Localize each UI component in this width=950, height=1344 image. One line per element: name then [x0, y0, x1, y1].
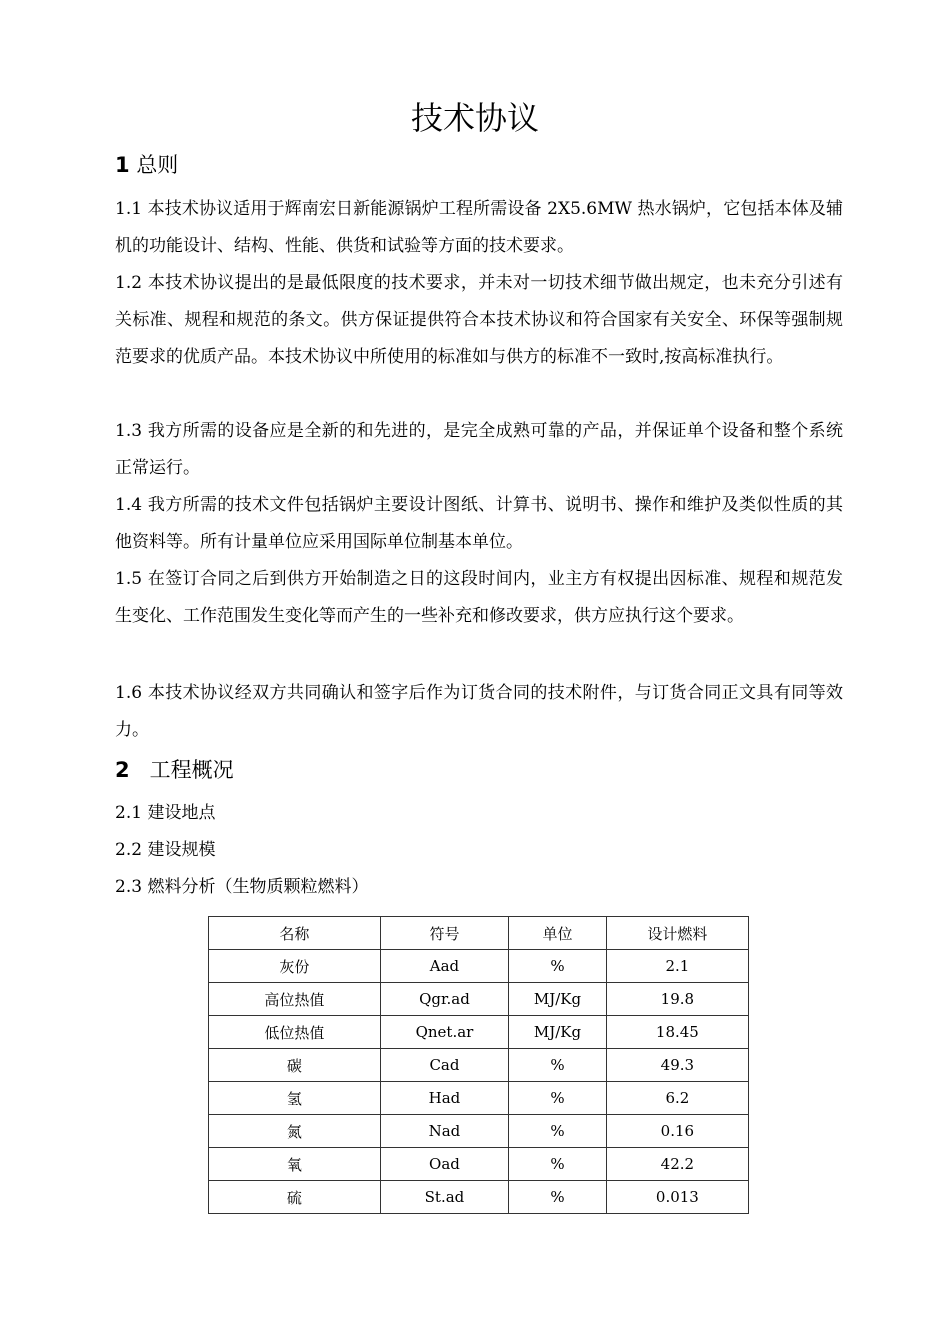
- table-cell: %: [509, 1115, 607, 1148]
- table-cell: %: [509, 1181, 607, 1214]
- table-cell: 碳: [209, 1049, 381, 1082]
- table-cell: 硫: [209, 1181, 381, 1214]
- table-cell: 低位热值: [209, 1016, 381, 1049]
- table-row: [209, 1016, 749, 1049]
- table-cell: 0.013: [606, 1181, 748, 1214]
- table-cell: Qnet.ar: [380, 1016, 508, 1049]
- table-cell: 49.3: [606, 1049, 748, 1082]
- fuel-analysis-table: [208, 916, 749, 1214]
- table-cell: St.ad: [380, 1181, 508, 1214]
- table-row: [209, 950, 749, 983]
- section-2-heading: [115, 755, 234, 785]
- table-cell: %: [509, 1049, 607, 1082]
- table-cell: 2.1: [606, 950, 748, 983]
- table-row: [209, 983, 749, 1016]
- table-row: [209, 1181, 749, 1214]
- table-cell: Oad: [380, 1148, 508, 1181]
- header-cell-name: 名称: [209, 917, 381, 950]
- table-cell: Had: [380, 1082, 508, 1115]
- table-row: [209, 1148, 749, 1181]
- table-cell: Qgr.ad: [380, 983, 508, 1016]
- table-header-row: [209, 917, 749, 950]
- table-cell: 氮: [209, 1115, 381, 1148]
- header-cell-design-fuel: 设计燃料: [606, 917, 748, 950]
- table-cell: MJ/Kg: [509, 983, 607, 1016]
- table-row: [209, 1049, 749, 1082]
- header-cell-symbol: 符号: [380, 917, 508, 950]
- table-cell: Aad: [380, 950, 508, 983]
- table-cell: Cad: [380, 1049, 508, 1082]
- table-cell: 19.8: [606, 983, 748, 1016]
- table-row: [209, 1115, 749, 1148]
- item-2-3: 2.3 燃料分析（生物质颗粒燃料）: [115, 877, 369, 897]
- table-cell: 42.2: [606, 1148, 748, 1181]
- section-1-number: 1: [115, 153, 130, 177]
- table-cell: 0.16: [606, 1115, 748, 1148]
- table-cell: 6.2: [606, 1082, 748, 1115]
- table-cell: 18.45: [606, 1016, 748, 1049]
- paragraph-1-3: 1.3 我方所需的设备应是全新的和先进的，是完全成熟可靠的产品，并保证单个设备和整个系统正常运行。: [115, 421, 843, 478]
- section-2-number: 2: [115, 758, 130, 782]
- table-cell: %: [509, 950, 607, 983]
- table-cell: %: [509, 1082, 607, 1115]
- table-cell: Nad: [380, 1115, 508, 1148]
- table-cell: MJ/Kg: [509, 1016, 607, 1049]
- table-cell: 氧: [209, 1148, 381, 1181]
- section-1-heading: [115, 150, 178, 180]
- table-cell: 高位热值: [209, 983, 381, 1016]
- paragraph-1-5: 1.5 在签订合同之后到供方开始制造之日的这段时间内，业主方有权提出因标准、规程和规范发生变化、工作范围发生变化等而产生的一些补充和修改要求，供方应执行这个要求。: [115, 569, 843, 626]
- paragraph-1-2: 1.2 本技术协议提出的是最低限度的技术要求，并未对一切技术细节做出规定，也未充分引述有关标准、规程和规范的条文。供方保证提供符合本技术协议和符合国家有关安全、环保等强制规范要求的优质产品。本技术协议中所使用的标准如与供方的标准不一致时,按高标准执行。: [115, 273, 843, 367]
- table-cell: %: [509, 1148, 607, 1181]
- paragraph-1-1: 1.1 本技术协议适用于辉南宏日新能源锅炉工程所需设备 2X5.6MW 热水锅炉，它包括本体及辅机的功能设计、结构、性能、供货和试验等方面的技术要求。: [115, 199, 843, 256]
- item-2-2: 2.2 建设规模: [115, 840, 216, 860]
- section-1-title: 总则: [136, 153, 179, 177]
- document-title: 技术协议: [410, 99, 539, 137]
- header-cell-unit: 单位: [509, 917, 607, 950]
- table-cell: 灰份: [209, 950, 381, 983]
- table-row: [209, 1082, 749, 1115]
- section-2-title: 工程概况: [149, 758, 234, 782]
- table-cell: 氢: [209, 1082, 381, 1115]
- paragraph-1-6: 1.6 本技术协议经双方共同确认和签字后作为订货合同的技术附件，与订货合同正文具有同等效力。: [115, 683, 843, 740]
- paragraph-1-4: 1.4 我方所需的技术文件包括锅炉主要设计图纸、计算书、说明书、操作和维护及类似性质的其他资料等。所有计量单位应采用国际单位制基本单位。: [115, 495, 843, 552]
- item-2-1: 2.1 建设地点: [115, 803, 216, 823]
